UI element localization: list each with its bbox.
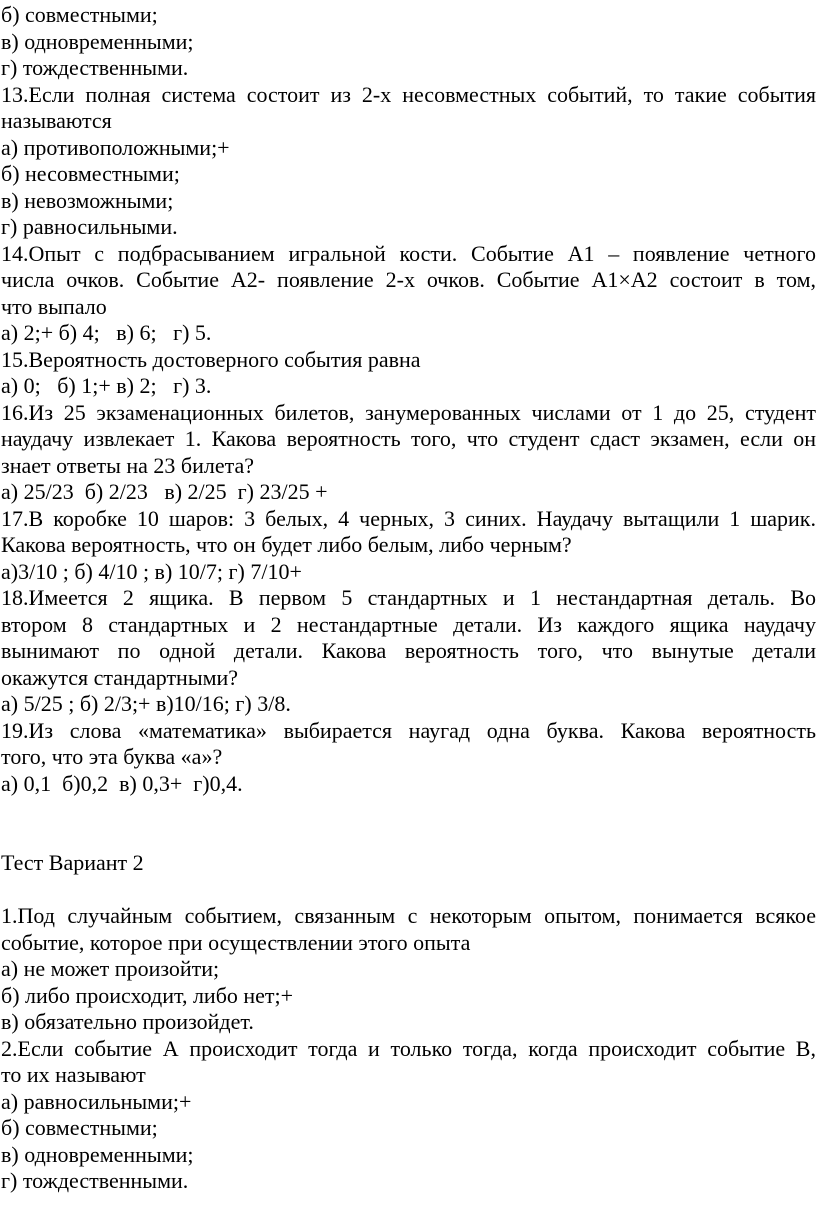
- answer-options: а) 0; б) 1;+ в) 2; г) 3.: [1, 373, 212, 398]
- question-16-text: 16.Из 25 экзаменационных билетов, занумерованных числами от 1 до 25, студент: [1, 399, 816, 425]
- answer-option: г) равносильными.: [1, 214, 178, 239]
- answer-option: а) противоположными;+: [1, 134, 230, 160]
- text-line: того, что эта буква «а»?: [1, 744, 223, 769]
- text-line: то их называют: [1, 1062, 146, 1087]
- text-line: знает ответы на 23 билета?: [1, 452, 255, 478]
- answer-options: а) 25/23 б) 2/23 в) 2/25 г) 23/25 +: [1, 479, 328, 504]
- question-19-text: 19.Из слова «математика» выбирается наугад одна буква. Какова вероятность: [1, 717, 816, 743]
- answer-option: г) тождественными.: [1, 1168, 189, 1193]
- answer-option: б) совместными;: [1, 1115, 158, 1140]
- text-line: событие, которое при осуществлении этого опыта: [1, 929, 471, 955]
- answer-option: в) невозможными;: [1, 187, 174, 213]
- answer-options: а) 5/25 ; б) 2/3;+ в)10/16; г) 3/8.: [1, 691, 291, 716]
- text-line: называются: [1, 108, 112, 133]
- text-line: окажутся стандартными?: [1, 664, 239, 690]
- section-heading: Тест Вариант 2: [1, 850, 144, 875]
- text-line: в) одновременными;: [1, 28, 194, 54]
- text-line: числа очков. Событие А2- появление 2-х очков. Событие А1×А2 состоит в том,: [1, 267, 816, 292]
- question-15-text: 15.Вероятность достоверного события равна: [1, 346, 421, 372]
- question-18-text: 18.Имеется 2 ящика. В первом 5 стандартных и 1 нестандартная деталь. Во: [1, 585, 816, 610]
- answer-option: а) равносильными;+: [1, 1088, 192, 1114]
- text-line: наудачу извлекает 1. Какова вероятность того, что студент сдаст экзамен, если он: [1, 426, 816, 451]
- question-13-text: 13.Если полная система состоит из 2-х несовместных событий, то такие события: [1, 81, 816, 107]
- answer-options: а)3/10 ; б) 4/10 ; в) 10/7; г) 7/10+: [1, 558, 302, 584]
- answer-option: б) несовместными;: [1, 161, 180, 186]
- text-line: г) тождественными.: [1, 55, 189, 80]
- text-line: Какова вероятность, что он будет либо белым, либо черным?: [1, 532, 572, 557]
- blank-line: [0, 824, 816, 851]
- blank-line: [0, 877, 816, 904]
- answer-option: а) не может произойти;: [1, 956, 220, 981]
- answer-option: б) либо происходит, либо нет;+: [1, 982, 294, 1008]
- answer-option: в) обязательно произойдет.: [1, 1009, 254, 1034]
- blank-line: [0, 797, 816, 824]
- text-line: б) совместными;: [1, 2, 158, 27]
- text-line: вынимают по одной детали. Какова вероятность того, что вынутые детали: [1, 638, 816, 663]
- text-line: что выпало: [1, 293, 107, 319]
- text-line: втором 8 стандартных и 2 нестандартные детали. Из каждого ящика наудачу: [1, 611, 816, 637]
- answer-options: а) 0,1 б)0,2 в) 0,3+ г)0,4.: [1, 770, 243, 796]
- answer-options: а) 2;+ б) 4; в) 6; г) 5.: [1, 320, 212, 345]
- question-1-text: 1.Под случайным событием, связанным с некоторым опытом, понимается всякое: [1, 903, 816, 928]
- question-17-text: 17.В коробке 10 шаров: 3 белых, 4 черных, 3 синих. Наудачу вытащили 1 шарик.: [1, 505, 816, 531]
- answer-option: в) одновременными;: [1, 1141, 194, 1167]
- question-14-text: 14.Опыт с подбрасыванием игральной кости. Событие А1 – появление четного: [1, 240, 816, 266]
- question-2-text: 2.Если событие А происходит тогда и только тогда, когда происходит событие В,: [1, 1035, 816, 1061]
